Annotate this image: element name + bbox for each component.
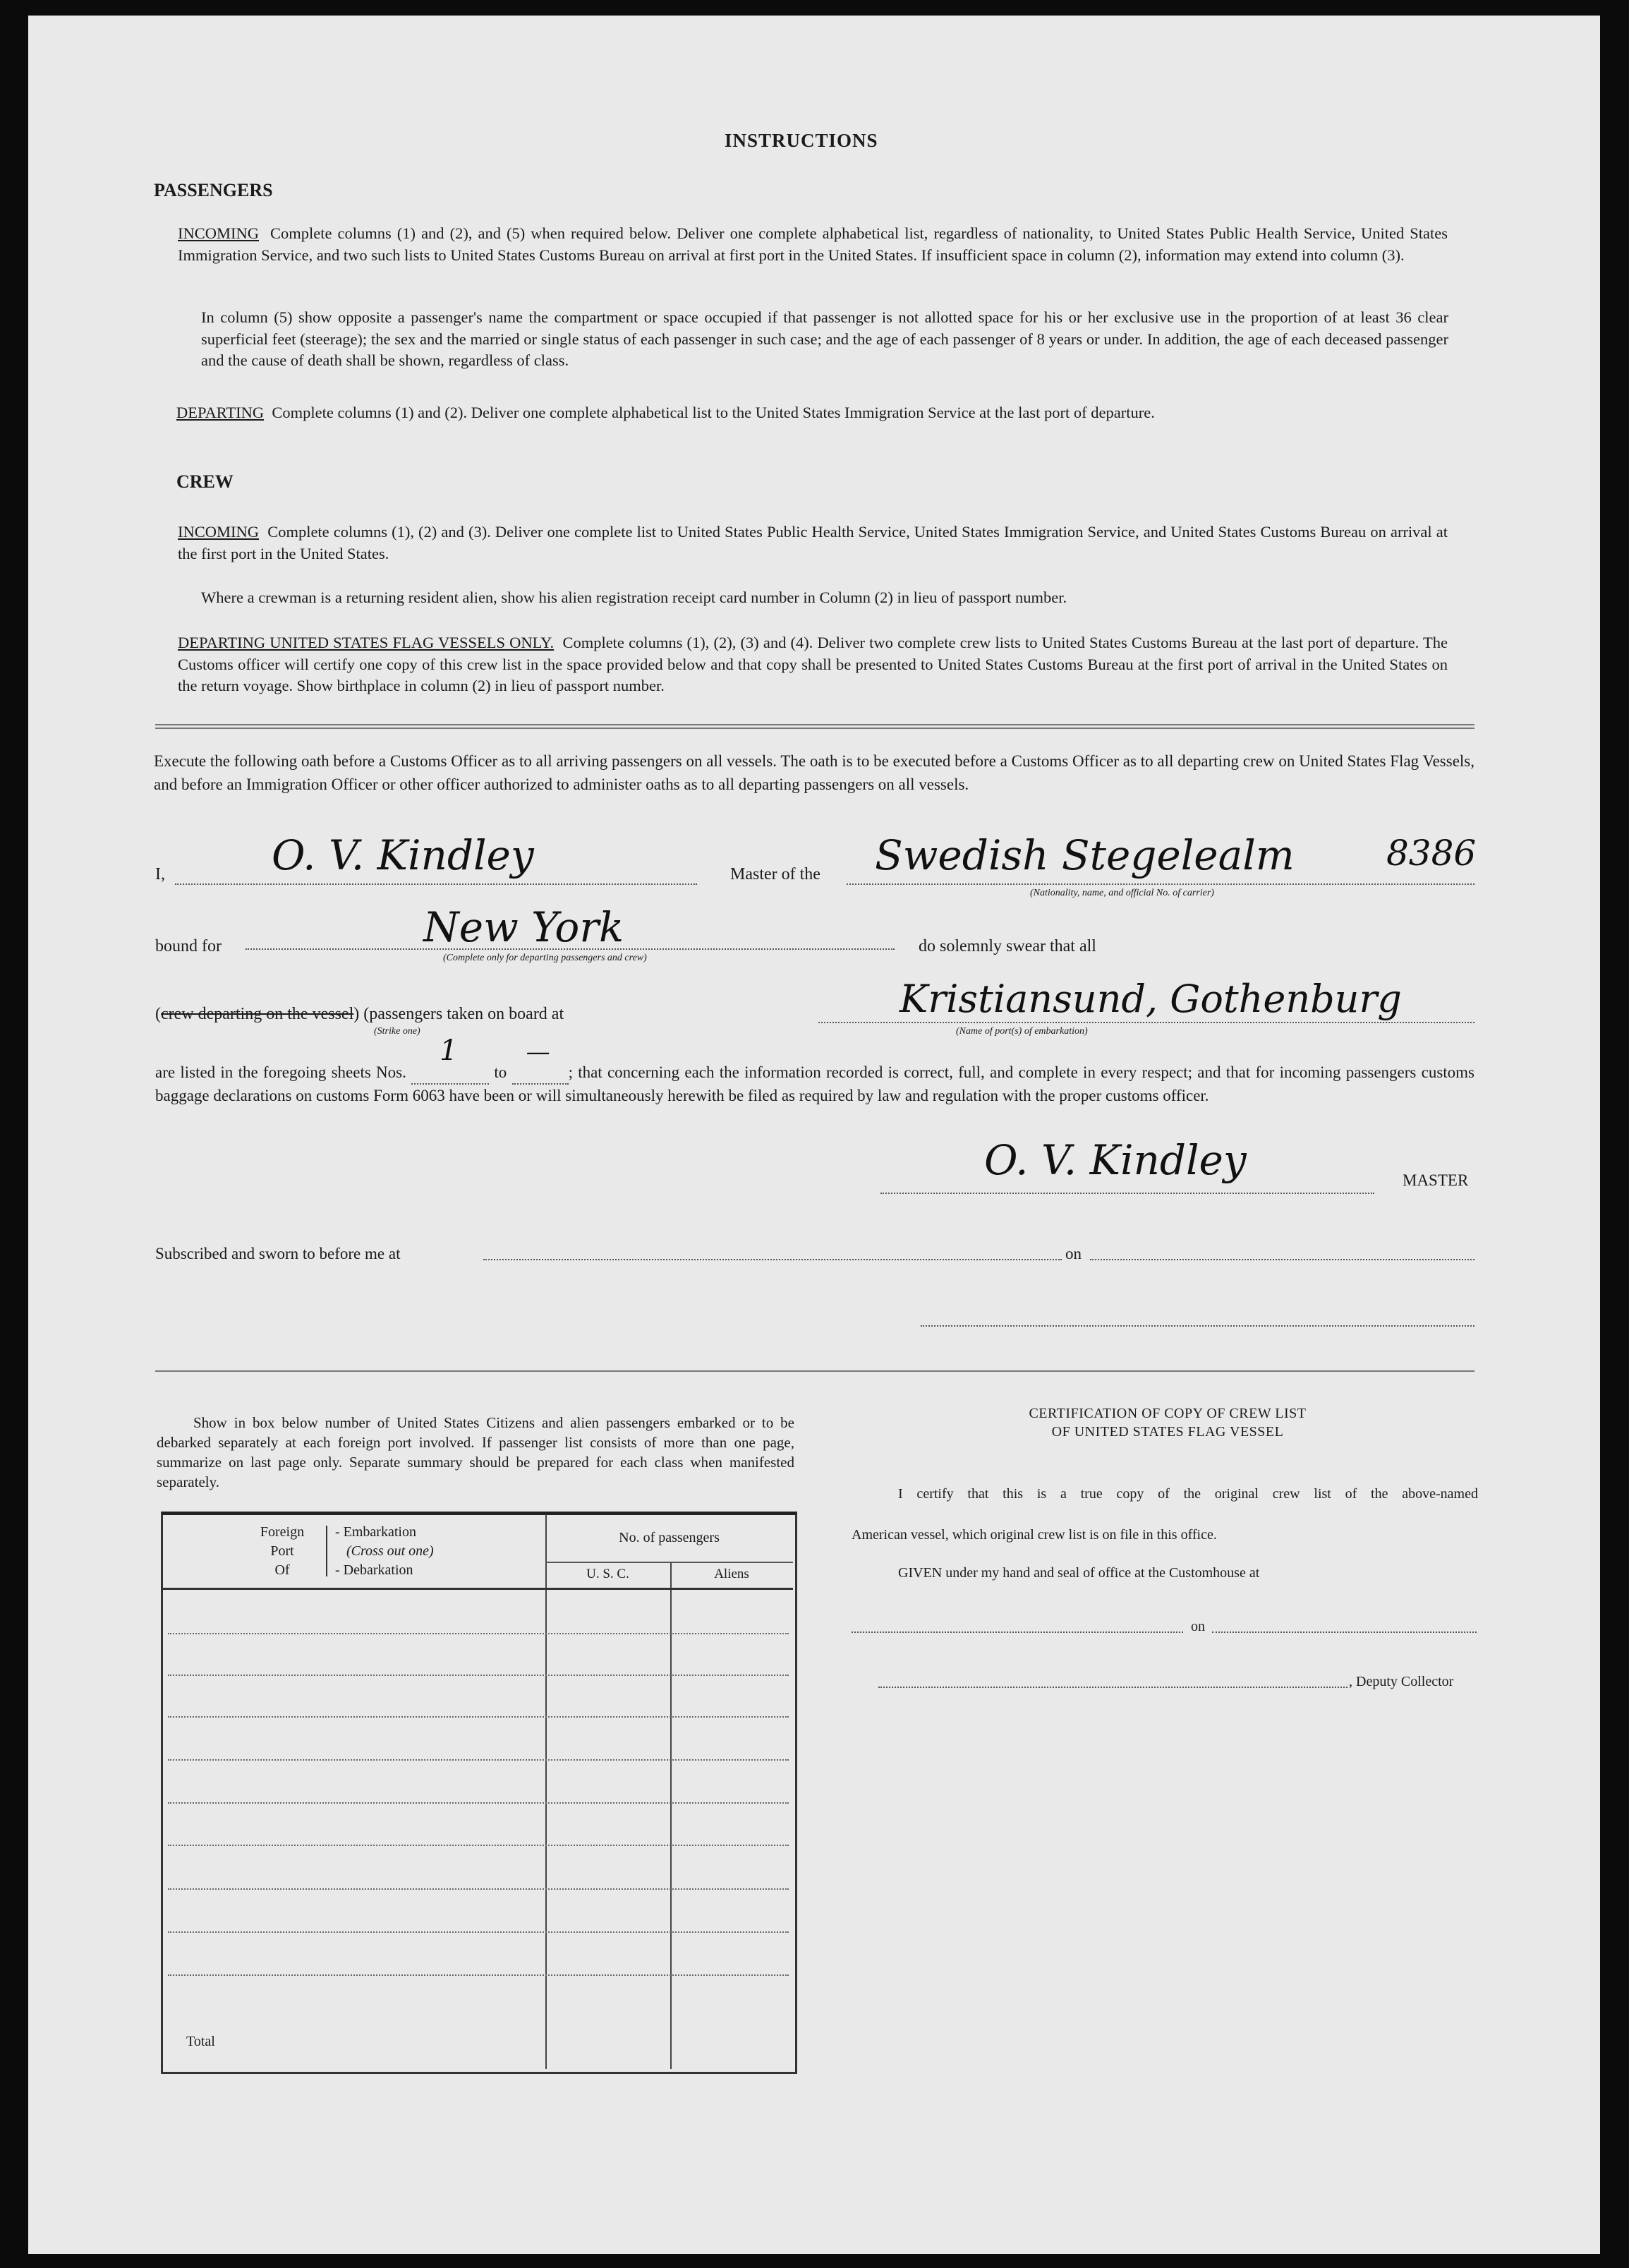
taken-label: ) (passengers taken on board at xyxy=(353,1005,564,1023)
resident-alien-paragraph: Where a crewman is a returning resident alien, show his alien registration receipt card number in Column (2) in lieu of passport number. xyxy=(201,589,1067,606)
debarkation-option: - Debarkation xyxy=(335,1562,413,1578)
sheet-from-handwritten: 1 xyxy=(440,1035,458,1067)
vessel-caption: (Nationality, name, and official No. of carrier) xyxy=(1030,888,1214,898)
certification-date-line[interactable] xyxy=(1212,1631,1477,1633)
box-row[interactable] xyxy=(168,1845,789,1846)
no-passengers-header: No. of passengers xyxy=(619,1530,720,1545)
section-divider xyxy=(155,724,1474,729)
column5-paragraph: In column (5) show opposite a passenger's name the compartment or space occupied if that passenger is not allotted space for his or her exclusive use in the proportion of at least 36 clear superficial feet (steerage); the sex and the married or single status of each passenger in such case; and the age of each passenger of 8 years or under. In addition, the age of each deceased passenger and the cause of death shall be shown, regardless of class. xyxy=(201,308,1448,369)
subscribed-place-line[interactable] xyxy=(483,1259,1062,1260)
sheet-from-field xyxy=(411,1035,489,1085)
bracket xyxy=(326,1526,327,1576)
passengers-incoming-paragraph xyxy=(178,223,1448,266)
col-of: Of xyxy=(274,1562,290,1578)
passengers-departing-paragraph xyxy=(176,402,1450,424)
sheet-to-field xyxy=(512,1038,569,1085)
oath-intro: Execute the following oath before a Customs Officer as to all arriving passengers on all vessels. The oath is to be executed before a Customs Officer as to all departing crew on United States Flag Vessels, and before an Immigration Officer or other officer authorized to administer oaths as to all departing passengers on all vessels. xyxy=(154,752,1474,793)
incoming-text: Complete columns (1) and (2), and (5) when required below. Deliver one complete alphabetical list, regardless of nationality, to United States Public Health Service, United States Immigration Service, and two such lists to United States Customs Bureau on arrival at first port in the United States. If insufficient space in column (2), information may extend into column (3). xyxy=(178,224,1448,264)
vessel-handwritten: Swedish Stegelealm xyxy=(875,831,1295,879)
certification-line-1: I certify that this is a true copy of the original crew list of the above-named xyxy=(898,1486,1478,1502)
certification-heading-2: OF UNITED STATES FLAG VESSEL xyxy=(1051,1424,1284,1440)
ports-handwritten: Kristiansund, Gothenburg xyxy=(900,977,1402,1021)
crew-incoming-paragraph xyxy=(178,521,1448,565)
incoming-label: INCOMING xyxy=(178,224,259,242)
box-header-line xyxy=(161,1588,793,1590)
ports-caption: (Name of port(s) of embarkation) xyxy=(956,1026,1088,1037)
officer-signature-line[interactable] xyxy=(921,1325,1474,1327)
summary-instructions: Show in box below number of United States Citizens and alien passengers embarked or to be debarked separately at each foreign port involved. If passenger list consists of more than one page, summarize on last page only. Separate summary should be prepared for each class when manifested separately. xyxy=(157,1414,794,1490)
box-row[interactable] xyxy=(168,1888,789,1890)
crew-passenger-line: (crew departing on the vessel) (passengers taken on board at xyxy=(155,1005,564,1023)
vessel-number-handwritten: 8386 xyxy=(1386,833,1477,874)
crew-departing-label: DEPARTING UNITED STATES FLAG VESSELS ONLY. xyxy=(178,634,555,651)
departing-label: DEPARTING xyxy=(176,404,265,421)
box-row[interactable] xyxy=(168,1931,789,1933)
ports-line xyxy=(818,1022,1474,1023)
crew-heading: CREW xyxy=(176,471,234,492)
box-row[interactable] xyxy=(168,1716,789,1718)
certification-heading xyxy=(847,1404,1489,1441)
vessel-line xyxy=(847,883,1474,885)
bound-caption: (Complete only for departing passengers and crew) xyxy=(443,953,647,963)
box-row[interactable] xyxy=(168,1633,789,1634)
box-row[interactable] xyxy=(168,1802,789,1804)
cross-out-note: (Cross out one) xyxy=(346,1543,434,1559)
signature-line xyxy=(880,1193,1374,1194)
i-label: I, xyxy=(155,865,165,883)
master-name-line xyxy=(175,883,697,885)
certification-line-3: GIVEN under my hand and seal of office at the Customhouse at xyxy=(898,1565,1260,1581)
master-signature: O. V. Kindley xyxy=(984,1136,1247,1184)
crew-departing-paragraph xyxy=(178,632,1448,697)
departing-text: Complete columns (1) and (2). Deliver one complete alphabetical list to the United States Immigration Service at the last port of departure. xyxy=(272,404,1155,421)
embarkation-option: - Embarkation xyxy=(335,1524,416,1540)
foreign-port-header xyxy=(254,1523,310,1580)
crew-incoming-text: Complete columns (1), (2) and (3). Deliver one complete list to United States Public Health Service, United States Immigration Service, and United States Customs Bureau on arrival at the first port in the United States. xyxy=(178,523,1448,562)
subscribed-on-label: on xyxy=(1065,1245,1082,1262)
swear-label: do solemnly swear that all xyxy=(919,937,1096,955)
box-divider-2 xyxy=(670,1562,672,2069)
sheet-to-handwritten: — xyxy=(526,1038,550,1066)
embark-debark-header xyxy=(335,1523,434,1580)
crew-departing-text: Complete columns (1), (2), (3) and (4). Deliver two complete crew lists to United States Customs Bureau at the last port of departure. The Customs officer will certify one copy of this crew list in the space provided below and that copy shall be presented to United States Customs Bureau at the first port of arrival in the United States on the return voyage. Show birthplace in column (2) in lieu of passport number. xyxy=(178,634,1448,694)
sheets-label: are listed in the foregoing sheets Nos. xyxy=(155,1063,406,1081)
certification-line-2: American vessel, which original crew list is on file in this office. xyxy=(852,1527,1217,1543)
certification-on-label: on xyxy=(1191,1619,1205,1634)
to-label: to xyxy=(494,1063,507,1081)
section-divider-2 xyxy=(155,1370,1474,1372)
box-subheader-line xyxy=(545,1562,793,1563)
passenger-summary-box xyxy=(161,1512,797,2074)
box-row[interactable] xyxy=(168,1675,789,1676)
usc-header: U. S. C. xyxy=(586,1567,629,1581)
box-row[interactable] xyxy=(168,1759,789,1761)
col-port: Port xyxy=(270,1543,294,1559)
customhouse-line[interactable] xyxy=(852,1631,1183,1633)
bound-for-label: bound for xyxy=(155,937,222,955)
certification-heading-1: CERTIFICATION OF COPY OF CREW LIST xyxy=(1029,1406,1307,1421)
box-row[interactable] xyxy=(168,1974,789,1976)
deputy-collector-label: , Deputy Collector xyxy=(1349,1674,1454,1689)
page-title: INSTRUCTIONS xyxy=(725,130,878,151)
box-divider-1 xyxy=(545,1514,547,2069)
col-foreign: Foreign xyxy=(260,1524,305,1540)
crew-incoming-label: INCOMING xyxy=(178,523,259,541)
master-label: MASTER xyxy=(1403,1171,1469,1189)
sheets-rest: ; that concerning each the information recorded is correct, full, and complete in every respect; and that for incoming passengers customs baggage declarations on customs Form 6063 have been or will simultaneously herewith be filed as required by law and regulation with the proper customs officer. xyxy=(155,1063,1475,1104)
master-of-label: Master of the xyxy=(730,865,820,883)
struck-crew-text: crew departing on the vessel xyxy=(161,1005,354,1023)
passengers-heading: PASSENGERS xyxy=(154,180,273,200)
sheets-paragraph xyxy=(155,1035,1475,1106)
bound-for-handwritten: New York xyxy=(423,903,624,951)
master-name-handwritten: O. V. Kindley xyxy=(272,831,534,879)
strike-caption: (Strike one) xyxy=(374,1026,420,1037)
subscribed-date-line[interactable] xyxy=(1090,1259,1474,1260)
aliens-header: Aliens xyxy=(714,1567,749,1581)
total-label: Total xyxy=(186,2034,215,2049)
subscribed-label: Subscribed and sworn to before me at xyxy=(155,1245,401,1262)
deputy-signature-line[interactable] xyxy=(878,1687,1348,1688)
